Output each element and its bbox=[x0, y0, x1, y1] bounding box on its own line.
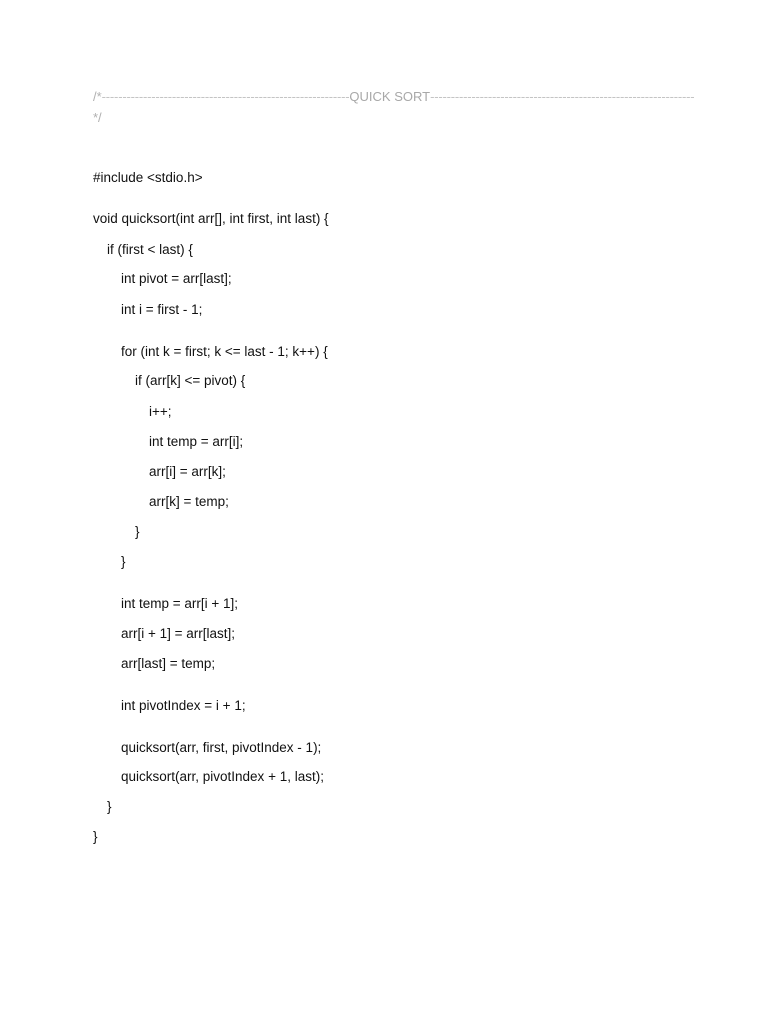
comment-dashes-right: ---------------------------------------------------------------- bbox=[430, 89, 695, 104]
code-line-swap-2: arr[k] = temp; bbox=[149, 494, 229, 509]
comment-dashes-left: ------------------------------------------------------------ bbox=[101, 89, 350, 104]
code-line-close-for: } bbox=[121, 554, 126, 569]
code-line-pivot: int pivot = arr[last]; bbox=[121, 271, 232, 286]
comment-header-line bbox=[93, 89, 694, 105]
code-line-pivot-index: int pivotIndex = i + 1; bbox=[121, 698, 246, 713]
code-line-if-first-last: if (first < last) { bbox=[107, 242, 193, 257]
comment-title: QUICK SORT bbox=[349, 89, 431, 104]
comment-open: /* bbox=[93, 89, 102, 104]
code-line-if-pivot: if (arr[k] <= pivot) { bbox=[135, 373, 246, 388]
code-line-increment: i++; bbox=[149, 404, 172, 419]
code-line-function-sig: void quicksort(int arr[], int first, int last) { bbox=[93, 211, 329, 226]
code-line-close-function: } bbox=[93, 829, 98, 844]
code-line-include: #include <stdio.h> bbox=[93, 170, 203, 185]
code-line-recurse-right: quicksort(arr, pivotIndex + 1, last); bbox=[121, 769, 324, 784]
comment-close: */ bbox=[93, 110, 102, 125]
code-line-for: for (int k = first; k <= last - 1; k++) { bbox=[121, 344, 328, 359]
code-line-swap-1: arr[i] = arr[k]; bbox=[149, 464, 226, 479]
code-line-temp-assign: int temp = arr[i]; bbox=[149, 434, 244, 449]
code-line-swap-pivot-2: arr[last] = temp; bbox=[121, 656, 216, 671]
code-line-i-init: int i = first - 1; bbox=[121, 302, 203, 317]
code-line-temp-pivot: int temp = arr[i + 1]; bbox=[121, 596, 239, 611]
code-line-swap-pivot-1: arr[i + 1] = arr[last]; bbox=[121, 626, 236, 641]
code-line-close-if-outer: } bbox=[107, 799, 112, 814]
code-line-close-if: } bbox=[135, 524, 140, 539]
code-line-recurse-left: quicksort(arr, first, pivotIndex - 1); bbox=[121, 740, 322, 755]
